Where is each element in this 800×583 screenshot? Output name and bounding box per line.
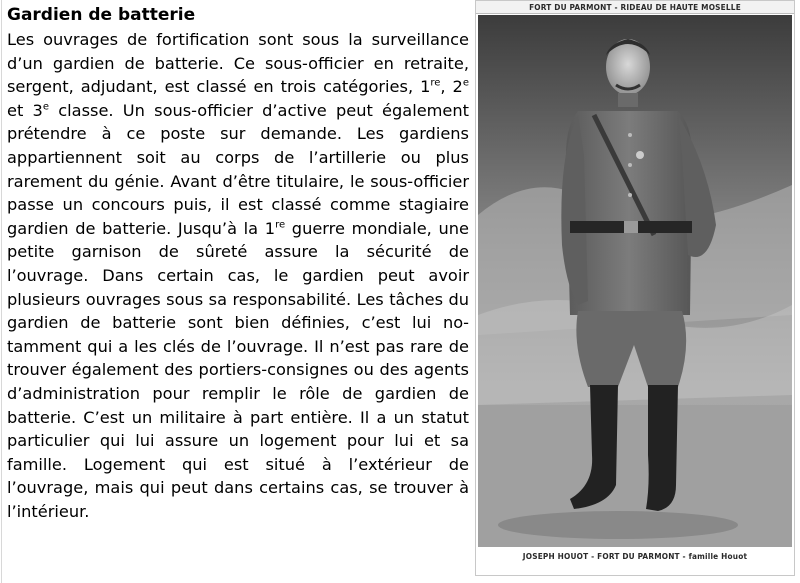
paragraph-text: classe. Un sous-officier d’active peut également prétendre à ce poste sur demande. Les gardiens appartiennent soit au corps de l’artillerie ou plus rarement du génie. Avant d’être titulaire, le sous-officier passe un concours puis, il est classé comme stagiaire gardien de batterie. Jusqu’à la 1: [7, 100, 469, 238]
paragraph-text: et 3: [7, 100, 43, 120]
article-paragraph: [7, 28, 469, 523]
soldier-portrait-photo: [478, 15, 792, 547]
page-edge-rule: [1, 0, 2, 583]
ordinal-superscript: re: [430, 77, 441, 89]
photo-caption-bottom: JOSEPH HOUOT - FORT DU PARMONT - famille Houot: [522, 551, 748, 561]
paragraph-text: guerre mondiale, une petite garnison de sûreté assure la sécurité de l’ouvrage. Dans certain cas, le gardien peut avoir plusieurs ouvrages sous sa responsabilité. Les tâches du gardien de batterie sont bien définies, c’est lui notamment qui a les clés de l’ouvrage. Il n’est pas rare de trouver également des portiers-consignes ou des agents d’administration pour remplir le rôle de gardien de batterie. C’est un militaire à part entière. Il a un statut particulier qui lui assure un logement pour lui et sa famille. Logement qui est situé à l’extérieur de l’ouvrage, mais qui peut dans certains cas, se trouver à l’intérieur.: [7, 218, 469, 521]
article-column: [7, 4, 469, 523]
ordinal-superscript: e: [462, 77, 470, 89]
photo-caption-top: FORT DU PARMONT - RIDEAU DE HAUTE MOSELLE: [476, 1, 794, 14]
section-heading: Gardien de batterie: [7, 5, 196, 25]
ordinal-superscript: re: [275, 219, 286, 231]
paragraph-text: Les ouvrages de fortification sont sous la surveillance d’un gardien de batterie. Ce sous-officier en retraite, sergent, adjudant, est classé en trois catégories, 1: [7, 30, 469, 97]
portrait-illustration: [478, 15, 792, 547]
ordinal-superscript: e: [42, 101, 50, 113]
photo-figure: [475, 0, 795, 576]
paragraph-text: , 2: [440, 77, 463, 97]
